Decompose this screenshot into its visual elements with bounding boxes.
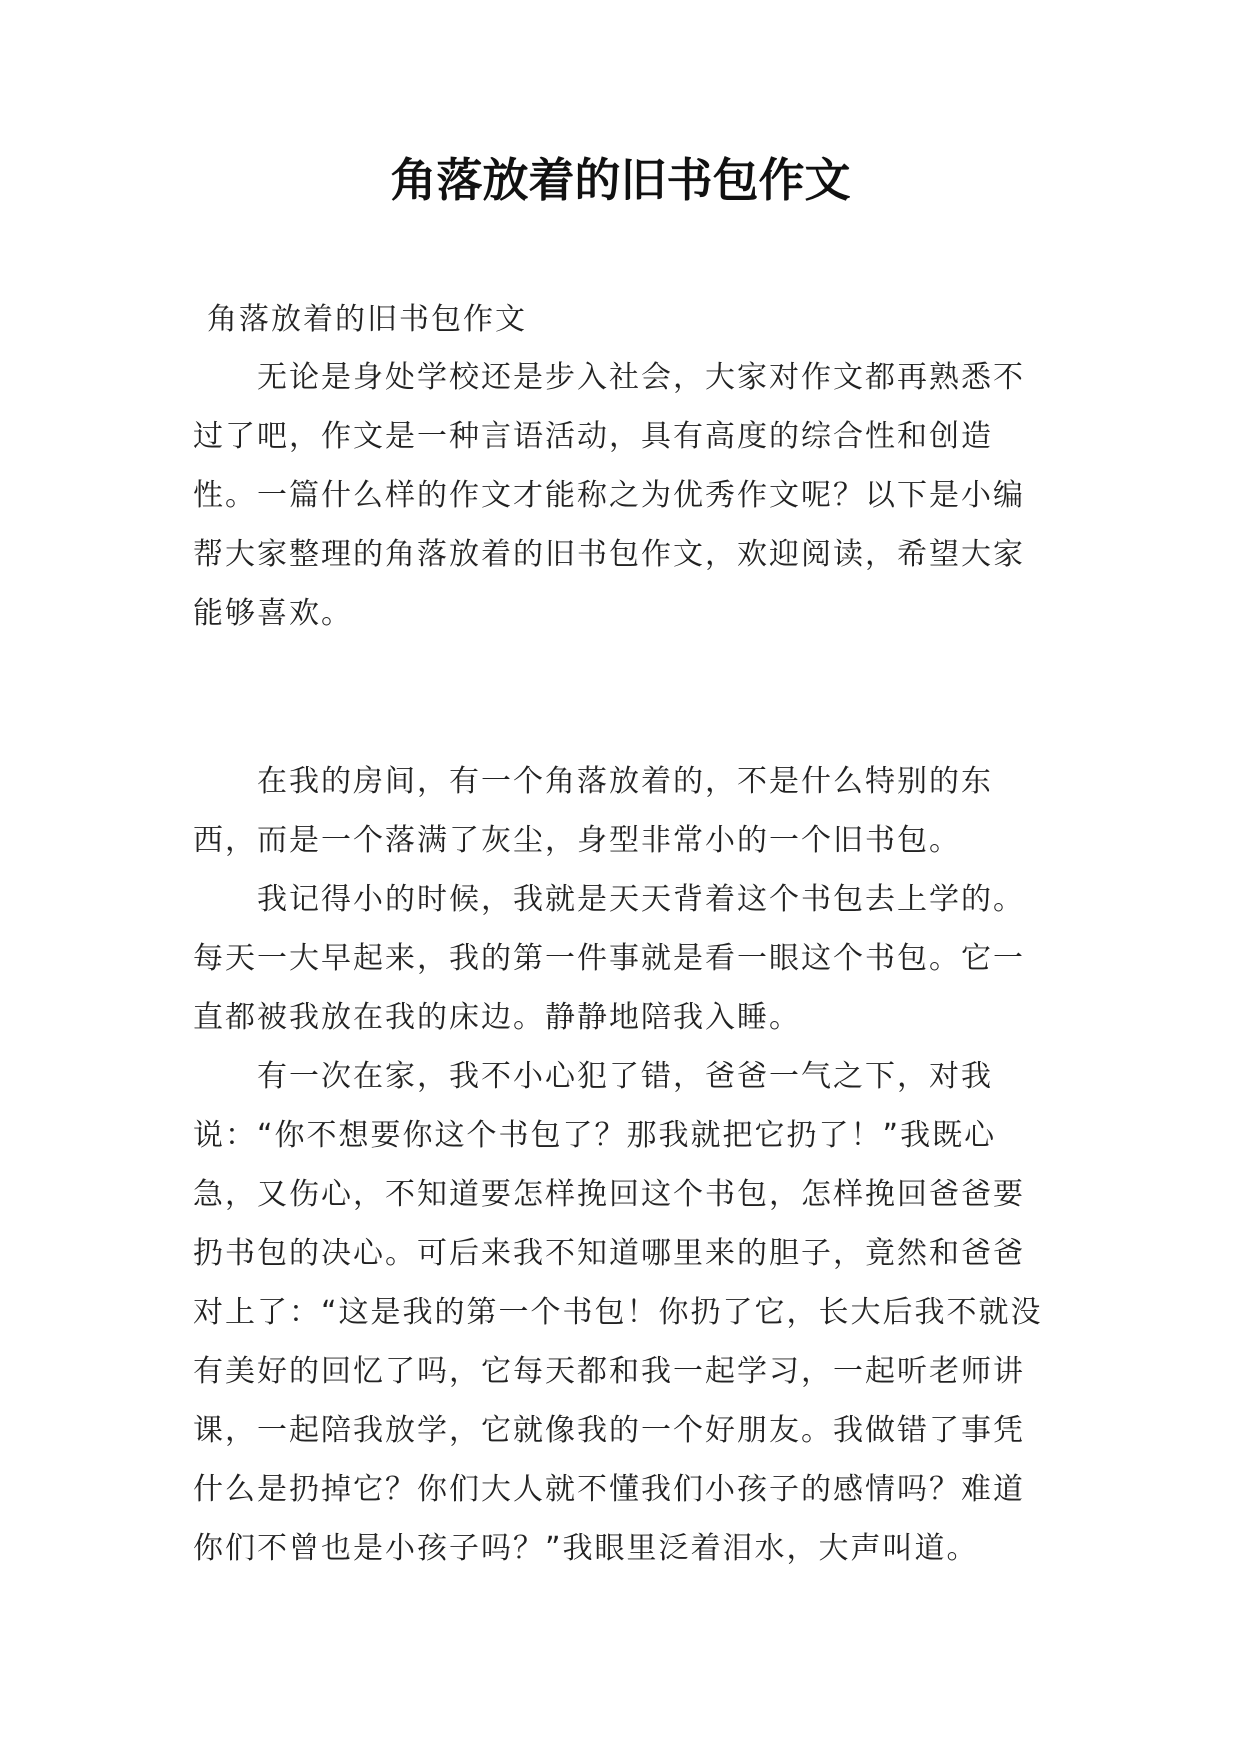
intro-block — [193, 348, 1055, 643]
document-subtitle: 角落放着的旧书包作文 — [207, 302, 527, 337]
story-paragraph-3: 有一次在家，我不小心犯了错，爸爸一气之下，对我说：“你不想要你这个书包了？那我就把它扔了！”我既心急，又伤心，不知道要怎样挽回这个书包，怎样挽回爸爸要扔书包的决心。可后来我不知道哪里来的胆子，竟然和爸爸对上了：“这是我的第一个书包！你扔了它，长大后我不就没有美好的回忆了吗，它每天都和我一起学习，一起听老师讲课，一起陪我放学，它就像我的一个好朋友。我做错了事凭什么是扔掉它？你们大人就不懂我们小孩子的感情吗？难道你们不曾也是小孩子吗？”我眼里泛着泪水，大声叫道。 — [193, 1059, 1043, 1566]
story-paragraph-1: 在我的房间，有一个角落放着的，不是什么特别的东西，而是一个落满了灰尘，身型非常小的一个旧书包。 — [193, 764, 993, 858]
story-paragraph-2: 我记得小的时候，我就是天天背着这个书包去上学的。每天一大早起来，我的第一件事就是看一眼这个书包。它一直都被我放在我的床边。静静地陪我入睡。 — [193, 882, 1025, 1035]
document-title: 角落放着的旧书包作文 — [390, 153, 851, 207]
story-block — [193, 752, 1055, 1578]
intro-paragraph: 无论是身处学校还是步入社会，大家对作文都再熟悉不过了吧，作文是一种言语活动，具有高度的综合性和创造性。一篇什么样的作文才能称之为优秀作文呢？以下是小编帮大家整理的角落放着的旧书包作文，欢迎阅读，希望大家能够喜欢。 — [193, 360, 1025, 631]
